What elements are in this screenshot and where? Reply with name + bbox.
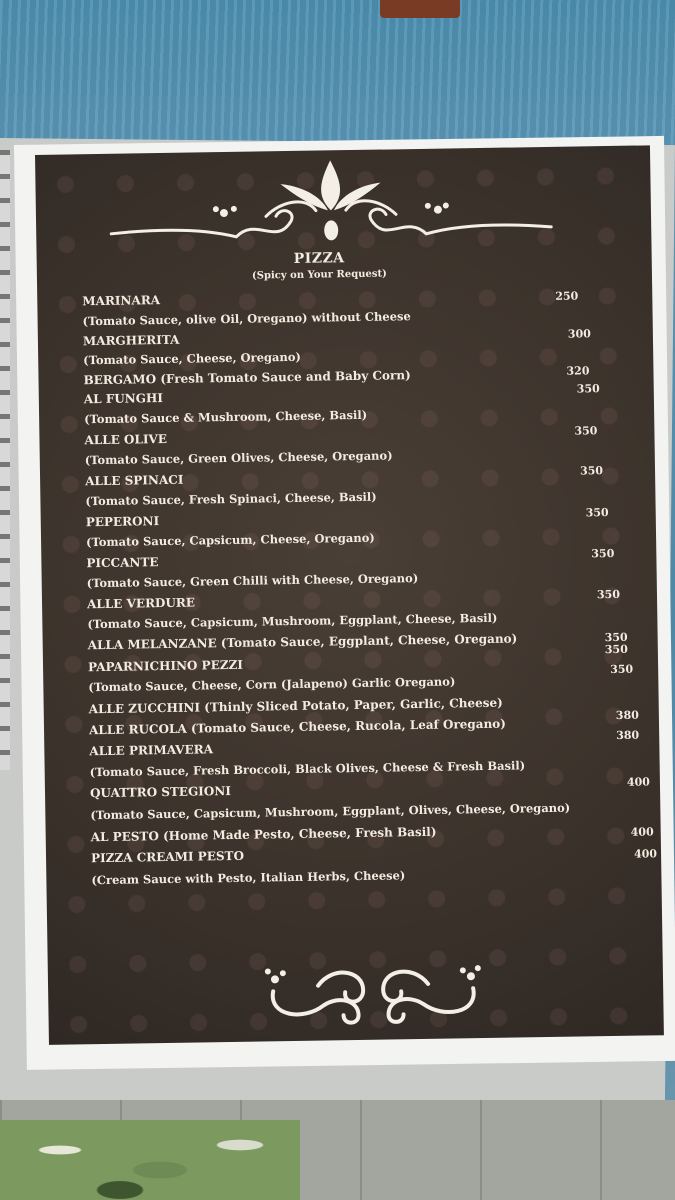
menu-subtitle: (Spicy on Your Request) bbox=[251, 268, 387, 282]
menu-item-description: (Tomato Sauce, Fresh Broccoli, Black Olives, Cheese & Fresh Basil) bbox=[89, 758, 526, 780]
menu-item-name: ALLE SPINACI bbox=[85, 472, 184, 489]
menu-item-price: 350 bbox=[585, 506, 609, 520]
menu-item-description: (Tomato Sauce, olive Oil, Oregano) without Cheese bbox=[82, 309, 411, 329]
menu-item-price: 350 bbox=[610, 662, 634, 677]
pizza-menu-page bbox=[35, 145, 664, 1045]
menu-item-description: (Tomato Sauce, Capsicum, Cheese, Oregano) bbox=[85, 530, 375, 550]
menu-item-price: 350 bbox=[604, 630, 628, 645]
menu-item-name: ALLE OLIVE bbox=[84, 431, 168, 448]
menu-item-name: ALLA MELANZANE (Tomato Sauce, Eggplant, Cheese, Oregano) bbox=[87, 631, 518, 653]
menu-item-price: 350 bbox=[574, 424, 598, 438]
wooden-stand bbox=[380, 0, 460, 18]
menu-item-price: 350 bbox=[591, 546, 615, 561]
menu-item-name: PIZZA CREAMI PESTO bbox=[90, 848, 245, 866]
menu-item-name: QUATTRO STEGIONI bbox=[89, 784, 232, 801]
menu-item-name: PAPARNICHINO PEZZI bbox=[87, 657, 244, 675]
menu-item-price: 400 bbox=[630, 825, 654, 839]
menu-item-name: ALLE VERDURE bbox=[86, 595, 196, 612]
menu-item-name: PICCANTE bbox=[86, 555, 159, 571]
fleur-ornament-icon bbox=[105, 152, 556, 249]
menu-item-description: (Tomato Sauce, Cheese, Corn (Jalapeno) Garlic Oregano) bbox=[88, 674, 456, 695]
menu-item-name: MARINARA bbox=[82, 293, 161, 309]
menu-item-price: 350 bbox=[579, 464, 604, 478]
menu-item-name: PEPERONI bbox=[85, 514, 160, 530]
patterned-cushion bbox=[0, 1120, 300, 1200]
menu-item-price: 300 bbox=[567, 327, 591, 341]
menu-item-description: (Cream Sauce with Pesto, Italian Herbs, Cheese) bbox=[91, 868, 406, 888]
swirl-ornament-icon bbox=[263, 958, 484, 1031]
menu-item-price: 350 bbox=[596, 587, 621, 602]
menu-item-description: (Tomato Sauce, Green Chilli with Cheese, Oregano) bbox=[86, 571, 419, 591]
menu-item-price: 400 bbox=[626, 775, 650, 789]
menu-item-name: BERGAMO (Fresh Tomato Sauce and Baby Corn) bbox=[83, 368, 411, 388]
menu-item-price: 350 bbox=[576, 382, 600, 396]
menu-item-name: AL PESTO (Home Made Pesto, Cheese, Fresh Basil) bbox=[90, 824, 437, 845]
menu-item-price: 400 bbox=[633, 847, 658, 861]
menu-item-price: 380 bbox=[615, 708, 639, 722]
menu-item-description: (Tomato Sauce, Cheese, Oregano) bbox=[83, 349, 302, 368]
menu-item-description: (Tomato Sauce, Capsicum, Mushroom, Eggplant, Olives, Cheese, Oregano) bbox=[90, 800, 571, 823]
menu-item-name: ALLE ZUCCHINI (Thinly Sliced Potato, Paper, Garlic, Cheese) bbox=[88, 695, 503, 717]
menu-item-description: (Tomato Sauce, Fresh Spinaci, Cheese, Basil) bbox=[85, 489, 377, 509]
menu-item-name: ALLE RUCOLA (Tomato Sauce, Cheese, Rucola, Leaf Oregano) bbox=[88, 716, 507, 738]
menu-item-price: 380 bbox=[616, 728, 640, 742]
menu-item-price: 350 bbox=[604, 642, 628, 657]
menu-item-description: (Tomato Sauce, Green Olives, Cheese, Oregano) bbox=[84, 448, 393, 468]
menu-title: PIZZA bbox=[293, 250, 345, 267]
table-top bbox=[0, 0, 675, 150]
menu-item-name: AL FUNGHI bbox=[83, 391, 164, 407]
menu-item-price: 320 bbox=[566, 364, 590, 378]
menu-item-price: 250 bbox=[555, 289, 579, 303]
binder-rings bbox=[0, 150, 10, 770]
menu-item-name: MARGHERITA bbox=[82, 332, 180, 349]
menu-item-description: (Tomato Sauce & Mushroom, Cheese, Basil) bbox=[84, 407, 368, 427]
menu-item-description: (Tomato Sauce, Capsicum, Mushroom, Eggplant, Cheese, Basil) bbox=[87, 610, 498, 632]
menu-item-name: ALLE PRIMAVERA bbox=[89, 742, 214, 759]
